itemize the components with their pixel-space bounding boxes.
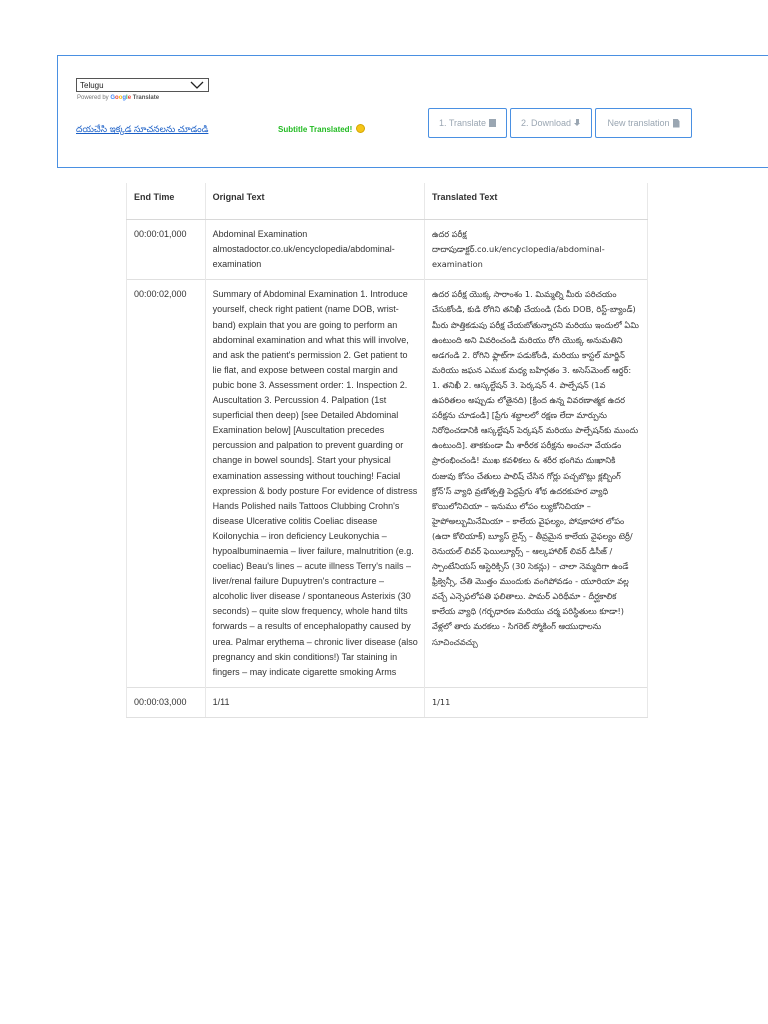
language-select[interactable] [76, 78, 209, 92]
end-time-cell: 00:00:03,000 [127, 687, 206, 717]
translated-text-cell: ఉదర పరీక్ష యొక్క సారాంశం 1. మిమ్మల్ని మీరు పరిచయం చేసుకోండి, కుడి రోగిని తనిఖీ చేయండి (పేరు DOB, రిస్ట్-బ్యాండ్) మీరు పొత్తికడుపు పరీక్ష చేయబోతున్నారని మరియు ఇందులో ఏమి ఉంటుంది అని వివరించండి మరియు రోగి యొక్క అనుమతిని అడగండి 2. రోగిని ఫ్లాట్‌గా పడుకోండి, మరియు కాస్టల్ మార్జిన్ మరియు జఘన ఎముక మధ్య బహిర్గతం 3. అసెస్‌మెంట్ ఆర్డర్: 1. తనిఖీ 2. ఆస్కల్టేషన్ 3. పెర్కషన్ 4. పాల్పేషన్ (1వ ఉపరితలం అప్పుడు లోతైనది) [క్రింద ఉన్న వివరణాత్మక ఉదర పరీక్షను చూడండి] [ప్రేగు శబ్దాలలో రక్షణ లేదా మార్పును నిరోధించడానికి ఆస్కల్టేషన్ పెర్కషన్ మరియు పాల్పేషన్‌కు ముందు ఉంటుంది]. తాకకుండా మీ శారీరక పరీక్షను అంచనా వేయడం ప్రారంభించండి! ముఖ కవళికలు & శరీర భంగిమ దుఃఖానికి రుజువు కోసం చేతులు పాలిష్ చేసిన గోర్లు పచ్చబొట్లు క్లబ్బింగ్ క్రోన్'స్ వ్యాధి వ్రణోత్పత్తి పెద్దప్రేగు శోథ ఉదరకుహర వ్యాధి కొయిలోనిచియా – ఇనుము లోపం ల్యుకోనిచియా – హైపోఅల్బుమినేమియా – కాలేయ వైఫల్యం, పోషకాహార లోపం (ఉదా కోలియాక్) బ్యూస్ లైన్స్ – తీవ్రమైన కాలేయ వైఫల్యం టెర్రీ/ రెనుయల్ లివర్ ఫెయిల్యూర్స్ – ఆల్కహాలిక్ లివర్ డిసీజ్ / స్పాంటేనియస్ ఆస్టెరిక్సిస్ (30 సెకన్లు) – చాలా నెమ్మదిగా ఉండే ఫ్రీక్వెన్సీ, చేతి మొత్తం ముందుకు వంగిపోవడం - యూరియా వల్ల వచ్చే ఎన్సెఫలోపతి ఫలితాలు. పామర్ ఎరిథీమా - దీర్ఘకాలిక కాలేయ వ్యాధి (గర్భధారణ మరియు చర్మ పరిస్థితులు కూడా!) వేళ్లలో తారు మరకలు - సిగరెట్ స్మోకింగ్ ఆయుధాలను సూచించవచ్చు [424, 280, 647, 687]
powered-by-prefix: Powered by [77, 95, 109, 101]
translate-button-label: 1. Translate [438, 118, 487, 128]
subtitle-table [126, 183, 648, 718]
new-translation-button[interactable] [595, 108, 692, 138]
original-text-cell: 1/11 [205, 687, 424, 717]
chevron-down-icon [190, 81, 204, 89]
table-header-row [127, 183, 648, 220]
table-row [127, 280, 648, 687]
file-icon [673, 119, 680, 128]
translated-text-cell: 1/11 [424, 687, 647, 717]
translated-text-cell: ఉదర పరీక్ష దాదాపుడాక్టర్.co.uk/encyclopedia/abdominal-examination [424, 220, 647, 280]
download-button-label: 2. Download [520, 118, 572, 128]
header-translated-text: Translated Text [424, 183, 647, 220]
table-row [127, 687, 648, 717]
end-time-cell: 00:00:02,000 [127, 280, 206, 687]
original-text-cell: Abdominal Examination almostadoctor.co.uk/encyclopedia/abdominal-examination [205, 220, 424, 280]
copy-icon [489, 119, 496, 127]
header-original-text: Orignal Text [205, 183, 424, 220]
translator-panel [57, 55, 768, 168]
status-text: Subtitle Translated! [278, 125, 353, 134]
translate-button[interactable] [428, 108, 507, 138]
header-end-time: End Time [127, 183, 206, 220]
instructions-link[interactable]: దయచేసి ఇక్కడ సూచనలను చూడండి [76, 124, 209, 134]
download-button[interactable] [510, 108, 592, 138]
new-translation-button-label: New translation [607, 118, 670, 128]
language-select-value: Telugu [80, 81, 104, 90]
download-icon [574, 119, 581, 127]
status-message [278, 124, 365, 134]
original-text-cell: Summary of Abdominal Examination 1. Introduce yourself, check right patient (name DOB, wrist-band) explain that you are going to perform an abdominal examination and what this will involve, and ask the patient's permission 2. Get patient to lie flat, and expose between costal margin and pubic bone 3. Assessment order: 1. Inspection 2. Auscultation 3. Percussion 4. Palpation (1st superficial then deep) [see Detailed Abdominal Examination below] [Auscultation precedes percussion and palpation to prevent guarding or change in bowel sounds]. Start your physical examination assessing without touching! Facial expression & body posture For evidence of distress Hands Polished nails Tattoos Clubbing Crohn's disease Ulcerative colitis Coeliac disease Koilonychia – iron deficiency Leukonychia – hypoalbuminaemia – liver failure, malnutrition (e.g. coeliac) Beau's lines – acute illness Terry's nails – liver/renal failure Dupuytren's contracture – alcoholic liver disease / spontaneous Asterixis (30 seconds) – quite slow frequency, whole hand tilts forwards – a results of encephalopathy caused by urea. Palmar erythema – chronic liver disease (also pregnancy and skin conditions!) Tar staining in fingers – may indicate cigarette smoking Arms [205, 280, 424, 687]
google-logo: Google [110, 95, 132, 101]
table-row [127, 220, 648, 280]
translate-brand: Translate [132, 95, 160, 101]
powered-by-google [77, 95, 159, 101]
end-time-cell: 00:00:01,000 [127, 220, 206, 280]
smiling-face-icon [356, 124, 365, 133]
